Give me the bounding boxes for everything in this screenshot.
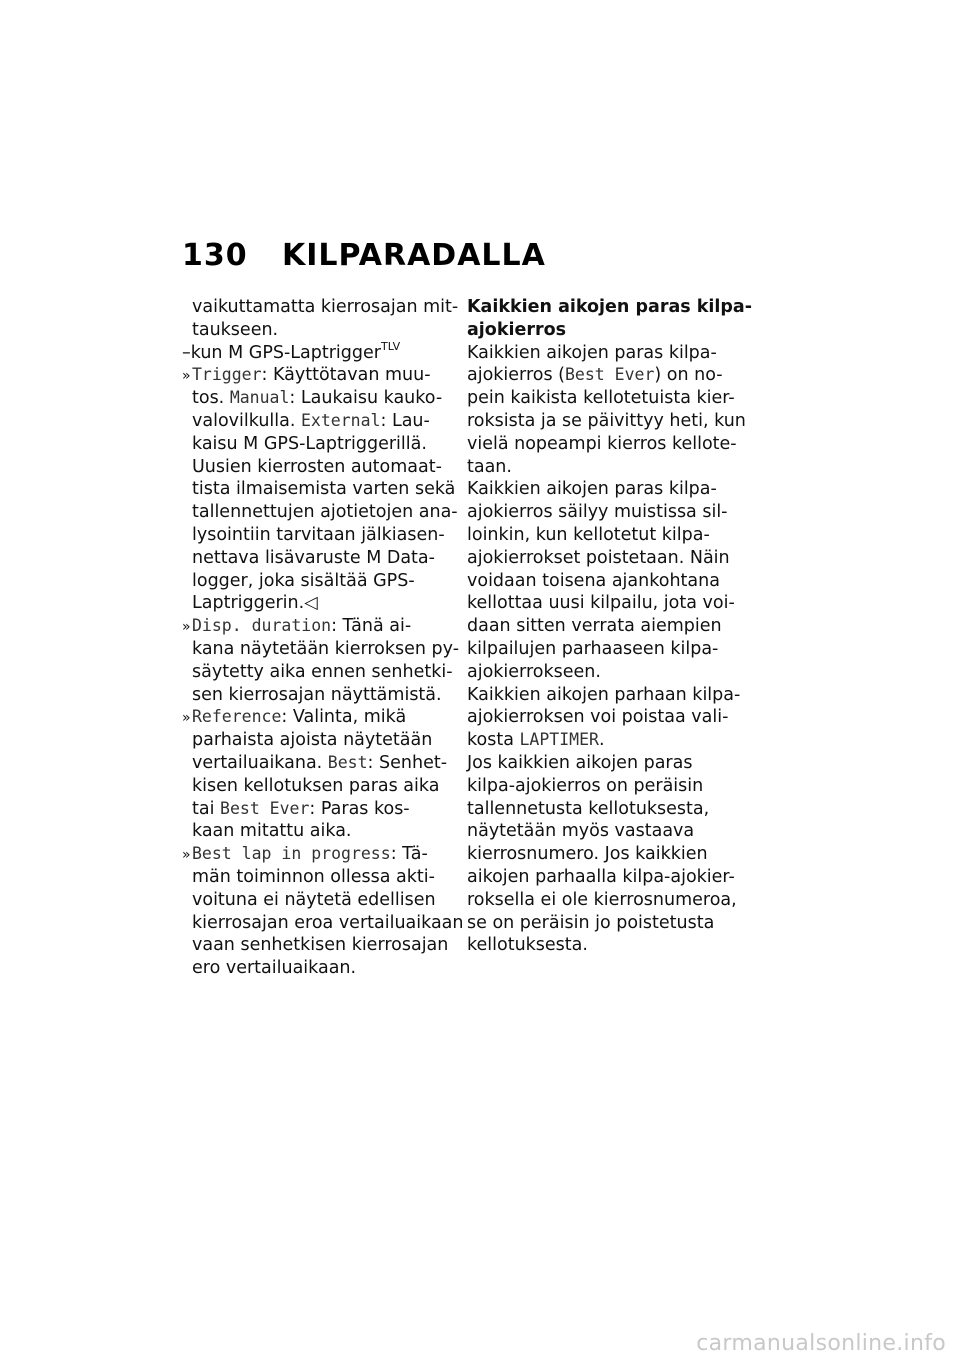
text-line: Jos kaikkien aikojen paras xyxy=(467,752,693,773)
list-item-best-lap xyxy=(182,843,452,866)
bullet-icon: » xyxy=(182,847,191,864)
text-line: män toiminnon ollessa akti- xyxy=(192,866,435,887)
text-span: ajokierros ( xyxy=(467,365,565,386)
text-line xyxy=(182,410,452,433)
left-column xyxy=(182,296,464,980)
text-line: taan. xyxy=(467,456,512,477)
text-line: vaan senhetkisen kierrosajan xyxy=(192,935,449,956)
text-line xyxy=(182,752,452,775)
text-line: roksista ja se päivittyy heti, kun xyxy=(467,410,746,431)
bullet-icon: » xyxy=(182,619,191,636)
text-line: se on peräisin jo poistetusta xyxy=(467,912,715,933)
text-span: : Paras kos- xyxy=(309,798,410,819)
text-span: vertailuaikana. xyxy=(192,752,328,773)
text-line: säytetty aika ennen senhetki- xyxy=(192,661,453,682)
text-line xyxy=(467,364,742,387)
text-line: Kaikkien aikojen paras kilpa- xyxy=(467,342,717,363)
code-term: LAPTIMER xyxy=(519,730,599,750)
code-term: Reference xyxy=(192,707,282,727)
text-line: kaan mitattu aika. xyxy=(192,821,352,842)
text-line: Kaikkien aikojen parhaan kilpa- xyxy=(467,684,741,705)
text-line: tallennettujen ajotietojen ana- xyxy=(192,502,458,523)
code-term: Best lap in progress xyxy=(192,844,391,864)
text-line: tista ilmaisemista varten sekä xyxy=(192,479,456,500)
text-line: vaikuttamatta kierrosajan mit- xyxy=(192,297,459,317)
text-line: tallennetusta kellotuksesta, xyxy=(467,798,710,819)
text-line: kilpa-ajokierros on peräisin xyxy=(467,775,704,796)
list-item-disp-duration xyxy=(182,615,452,638)
dash-text: –kun M GPS-Laptrigger xyxy=(182,342,381,363)
list-item-trigger xyxy=(182,364,452,387)
bullet-icon: » xyxy=(182,368,191,385)
text-span: . xyxy=(598,730,605,751)
text-span: : Käyttötavan muu- xyxy=(261,365,431,386)
text-span: : Senhet- xyxy=(367,752,448,773)
code-term: Manual xyxy=(229,388,290,408)
text-line: daan sitten verrata aiempien xyxy=(467,616,722,637)
text-line: voidaan toisena ajankohtana xyxy=(467,570,720,591)
list-item-dash xyxy=(182,339,452,365)
text-line: lysointiin tarvitaan jälkiasen- xyxy=(192,524,445,545)
text-span: : Tä- xyxy=(390,844,428,865)
code-term: Trigger xyxy=(192,365,262,385)
page-header xyxy=(182,238,546,273)
text-span: ) on no- xyxy=(654,365,723,386)
text-span: : Valinta, mikä xyxy=(281,707,407,728)
text-line xyxy=(182,387,452,410)
watermark: carmanualsonline.info xyxy=(696,1331,946,1356)
text-span: tos. xyxy=(192,388,230,409)
text-line: parhaista ajoista näytetään xyxy=(192,730,433,751)
code-term: Best xyxy=(327,752,368,772)
text-line: sen kierrosajan näyttämistä. xyxy=(192,684,442,705)
text-line: kellotuksesta. xyxy=(467,935,588,956)
page-number: 130 xyxy=(182,238,248,273)
text-line: kilpailujen parhaaseen kilpa- xyxy=(467,638,719,659)
text-line: ero vertailuaikaan. xyxy=(192,958,357,979)
superscript-tlv: TLV xyxy=(380,339,401,353)
code-term: External xyxy=(301,410,381,430)
bullet-icon: » xyxy=(182,710,191,727)
text-line: logger, joka sisältää GPS- xyxy=(192,570,415,591)
code-term: Disp. duration xyxy=(192,616,332,636)
list-item-reference xyxy=(182,706,452,729)
text-line: kana näytetään kierroksen py- xyxy=(192,638,460,659)
code-term: Best Ever xyxy=(564,365,655,385)
text-line: vielä nopeampi kierros kellote- xyxy=(467,433,737,454)
text-line: Laptriggerin.◁ xyxy=(192,593,318,614)
text-line: taukseen. xyxy=(192,319,279,340)
text-line: pein kaikista kellotetuista kier- xyxy=(467,388,735,409)
text-line: loinkin, kun kellotetut kilpa- xyxy=(467,524,710,545)
text-span: valovilkulla. xyxy=(192,410,301,431)
text-line: Kaikkien aikojen paras kilpa- xyxy=(467,479,717,500)
text-span: : Tänä ai- xyxy=(331,616,412,637)
text-span: kosta xyxy=(467,730,520,751)
text-line: roksella ei ole kierrosnumeroa, xyxy=(467,889,737,910)
chapter-title: KILPARADALLA xyxy=(282,238,546,273)
text-span: : Laukaisu kauko- xyxy=(289,388,443,409)
right-column xyxy=(467,296,752,957)
text-line xyxy=(467,729,742,752)
text-line: nettava lisävaruste M Data- xyxy=(192,547,435,568)
section-heading: ajokierros xyxy=(467,319,567,340)
text-line: näytetään myös vastaava xyxy=(467,821,695,842)
text-line: voituna ei näytetä edellisen xyxy=(192,889,436,910)
text-line: kellottaa uusi kilpailu, jota voi- xyxy=(467,593,735,614)
text-line: kisen kellotuksen paras aika xyxy=(192,775,440,796)
text-line: ajokierroksen voi poistaa vali- xyxy=(467,707,729,728)
text-line: kaisu M GPS-Laptriggerillä. xyxy=(192,433,427,454)
text-span: : Lau- xyxy=(380,410,430,431)
text-line: ajokierros säilyy muistissa sil- xyxy=(467,502,728,523)
text-line: Uusien kierrosten automaat- xyxy=(192,456,442,477)
text-line: aikojen parhaalla kilpa-ajokier- xyxy=(467,866,735,887)
code-term: Best Ever xyxy=(220,798,310,818)
section-heading: Kaikkien aikojen paras kilpa- xyxy=(467,297,752,317)
text-line: kierrosnumero. Jos kaikkien xyxy=(467,844,708,865)
text-line xyxy=(182,798,452,821)
text-line: ajokierrokset poistetaan. Näin xyxy=(467,547,730,568)
text-line: kierrosajan eroa vertailuaikaan xyxy=(192,912,464,933)
text-line: ajokierrokseen. xyxy=(467,661,601,682)
text-span: tai xyxy=(192,798,221,819)
